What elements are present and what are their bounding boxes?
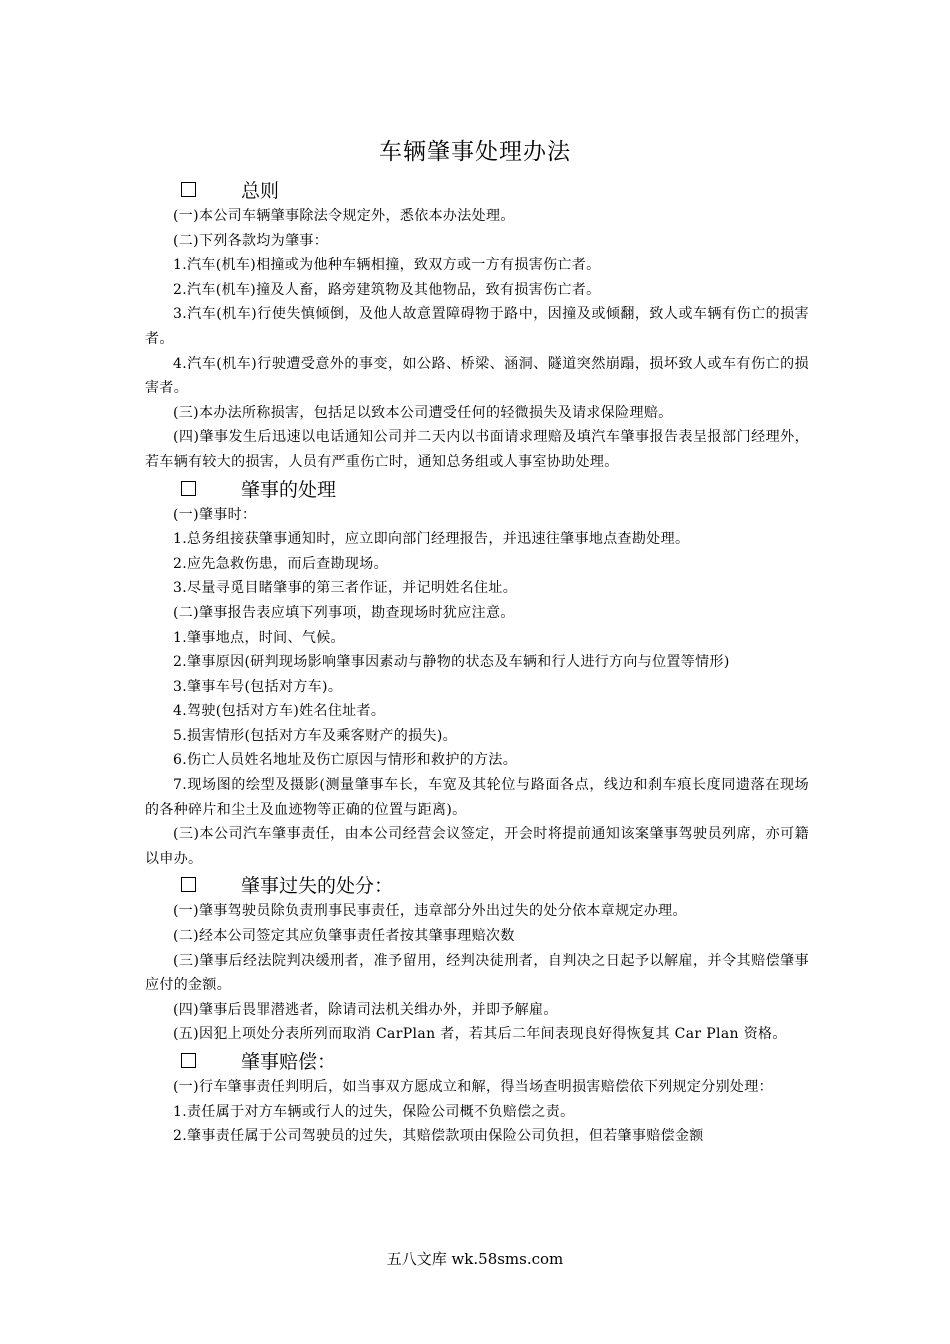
paragraph: (二)下列各款均为肇事：	[173, 232, 329, 249]
paragraph: 2.肇事原因(研判现场影响肇事因素动与静物的状态及车辆和行人进行方向与位置等情形)	[173, 654, 730, 671]
paragraph: 5.损害情形(包括对方车及乘客财产的损失)。	[173, 727, 457, 744]
paragraph: 7.现场图的绘型及摄影(测量肇事车长，车宽及其轮位与路面各点，线边和刹车痕长度同遗落在现场的各种碎片和尘土及血迹物等正确的位置与距离)。	[145, 777, 809, 818]
paragraph: 3.汽车(机车)行使失慎倾倒，及他人故意置障碍物于路中，因撞及或倾翻，致人或车辆有伤亡的损害者。	[145, 306, 809, 347]
paragraph: 4.驾驶(包括对方车)姓名住址者。	[173, 703, 386, 720]
paragraph: 2.汽车(机车)撞及人畜，路旁建筑物及其他物品，致有损害伤亡者。	[173, 281, 601, 298]
paragraph: (三)肇事后经法院判决缓刑者，准予留用，经判决徒刑者，自判决之日起予以解雇，并令其赔偿肇事应付的金额。	[145, 952, 809, 994]
document-body	[145, 176, 809, 1149]
paragraph: (一)肇事时：	[173, 506, 257, 523]
paragraph: 3.肇事车号(包括对方车)。	[173, 678, 343, 695]
paragraph: 6.伤亡人员姓名地址及伤亡原因与情形和救护的方法。	[173, 752, 518, 769]
section-heading-label: 总则	[241, 180, 280, 202]
paragraph: 3.尽量寻觅目睹肇事的第三者作证，并记明姓名住址。	[173, 580, 518, 597]
checkbox-square-icon	[181, 1053, 196, 1068]
section-heading-label: 肇事赔偿：	[241, 1051, 337, 1073]
paragraph: (三)本公司汽车肇事责任，由本公司经营会议签定，开会时将提前通知该案肇事驾驶员列席，亦可籍以申办。	[145, 826, 809, 867]
paragraph: 1.肇事地点，时间、气候。	[173, 629, 345, 646]
paragraph: 2.应先急救伤患，而后查勘现场。	[173, 555, 388, 572]
paragraph: 4.汽车(机车)行驶遭受意外的事变，如公路、桥梁、涵洞、隧道突然崩蹋，损坏致人或车有伤亡的损害者。	[145, 355, 809, 397]
paragraph: 1.总务组接获肇事通知时，应立即向部门经理报告，并迅速往肇事地点查勘处理。	[173, 531, 690, 548]
section-heading	[145, 871, 809, 898]
section-heading	[145, 176, 809, 203]
page-title: 车辆肇事处理办法	[379, 139, 571, 165]
paragraph: (五)因犯上项处分表所列而取消 CarPlan 者，若其后二年间表现良好得恢复其 Car Plan 资格。	[173, 1026, 787, 1043]
section-heading	[145, 1047, 809, 1074]
paragraph: (二)肇事报告表应填下列事项，勘查现场时犹应注意。	[173, 604, 515, 621]
paragraph: (四)肇事后畏罪潜逃者，除请司法机关缉办外，并即予解雇。	[173, 1001, 558, 1018]
checkbox-square-icon	[181, 481, 196, 496]
paragraph: 1.汽车(机车)相撞或为他种车辆相撞，致双方或一方有损害伤亡者。	[173, 257, 601, 274]
paragraph: (一)肇事驾驶员除负责刑事民事责任，违章部分外出过失的处分依本章规定办理。	[173, 903, 687, 920]
section-heading-label: 肇事的处理	[241, 478, 337, 501]
paragraph: (四)肇事发生后迅速以电话通知公司并二天内以书面请求理赔及填汽车肇事报告表呈报部门经理外，若车辆有较大的损害，人员有严重伤亡时，通知总务组或人事室协助处理。	[145, 429, 809, 470]
paragraph: (一)本公司车辆肇事除法令规定外，悉依本办法处理。	[173, 208, 515, 224]
section-heading	[145, 475, 809, 502]
paragraph: (二)经本公司签定其应负肇事责任者按其肇事理赔次数	[173, 928, 515, 945]
paragraph: 1.责任属于对方车辆或行人的过失，保险公司概不负赔偿之责。	[173, 1103, 575, 1120]
footer-watermark: 五八文库 wk.58sms.com	[386, 1250, 564, 1268]
paragraph: (三)本办法所称损害，包括足以致本公司遭受任何的轻微损失及请求保险理赔。	[173, 404, 673, 421]
paragraph: 2.肇事责任属于公司驾驶员的过失，其赔偿款项由保险公司负担，但若肇事赔偿金额	[173, 1128, 704, 1145]
paragraph: (一)行车肇事责任判明后，如当事双方愿成立和解，得当场查明损害赔偿依下列规定分别处理：	[173, 1079, 773, 1095]
checkbox-square-icon	[181, 877, 196, 892]
checkbox-square-icon	[181, 182, 196, 197]
section-heading-label: 肇事过失的处分：	[241, 875, 394, 898]
